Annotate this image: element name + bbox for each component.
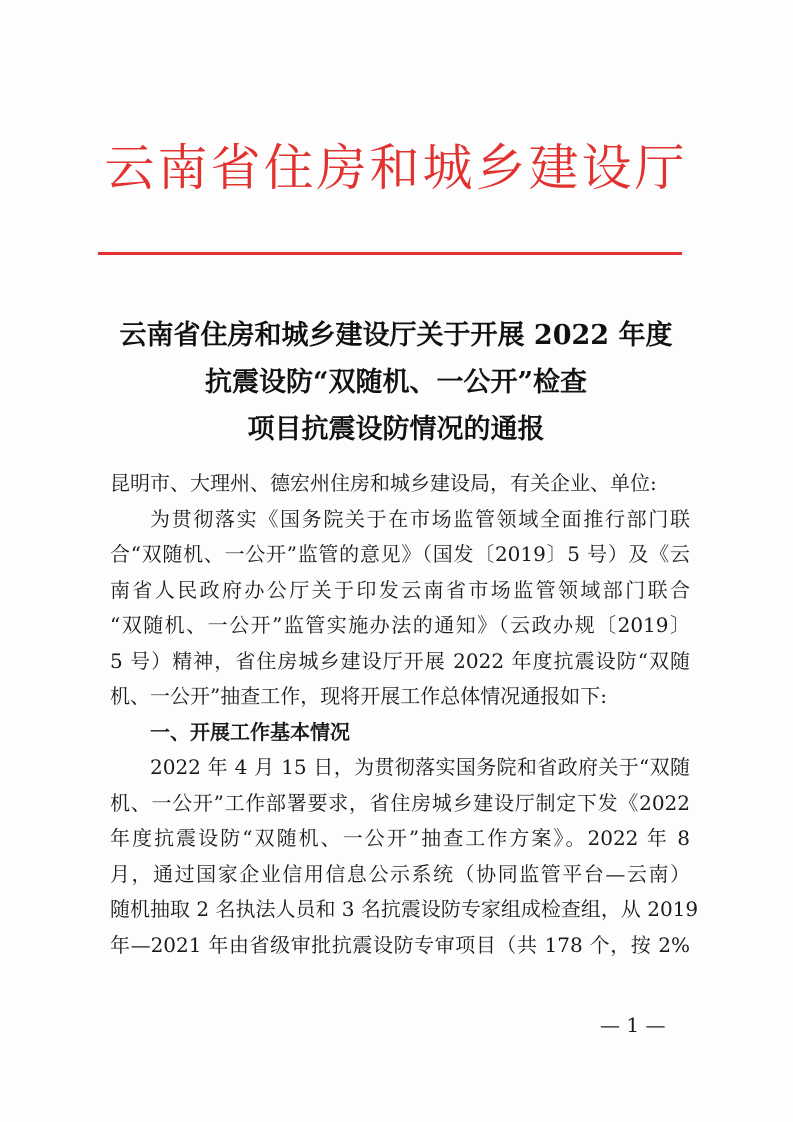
paragraph-line: 南省人民政府办公厅关于印发云南省市场监管领域部门联合	[110, 577, 690, 602]
paragraph-line: 合“双随机、一公开”监管的意见》（国发〔2019〕5 号）及《云	[110, 542, 690, 566]
paragraph-line: 月，通过国家企业信用信息公示系统（协同监管平台—云南）	[110, 861, 690, 886]
document-title-line: 项目抗震设防情况的通报	[247, 414, 545, 445]
paragraph-line: 年度抗震设防“双随机、一公开”抽查工作方案》。2022 年 8	[110, 826, 690, 850]
section-heading: 一、开展工作基本情况	[150, 719, 350, 744]
paragraph-line: 年—2021 年由省级审批抗震设防专审项目（共 178 个，按 2%	[110, 932, 690, 957]
paragraph-line: 5 号）精神，省住房城乡建设厅开展 2022 年度抗震设防“双随	[110, 648, 690, 673]
page-number: — 1 —	[600, 1013, 666, 1037]
paragraph-line: 为贯彻落实《国务院关于在市场监管领域全面推行部门联	[150, 506, 690, 531]
recipients-line: 昆明市、大理州、德宏州住房和城乡建设局，有关企业、单位:	[110, 471, 657, 495]
paragraph-line: 机、一公开”工作部署要求，省住房城乡建设厅制定下发《2022	[110, 790, 690, 815]
document-title	[96, 312, 696, 453]
red-divider-line	[98, 252, 682, 255]
paragraph-line: 机、一公开”抽查工作，现将开展工作总体情况通报如下:	[110, 684, 607, 708]
document-title-line: 抗震设防“双随机、一公开”检查	[204, 367, 588, 398]
document-body	[110, 466, 699, 963]
document-title-line: 云南省住房和城乡建设厅关于开展 2022 年度	[119, 320, 673, 351]
paragraph-line: 随机抽取 2 名执法人员和 3 名抗震设防专家组成检查组，从 2019	[110, 897, 699, 921]
masthead-title: 云南省住房和城乡建设厅	[104, 139, 688, 197]
paragraph-line: 2022 年 4 月 15 日，为贯彻落实国务院和省政府关于“双随	[150, 755, 690, 779]
paragraph-line: “双随机、一公开”监管实施办法的通知》（云政办规〔2019〕	[110, 613, 690, 637]
